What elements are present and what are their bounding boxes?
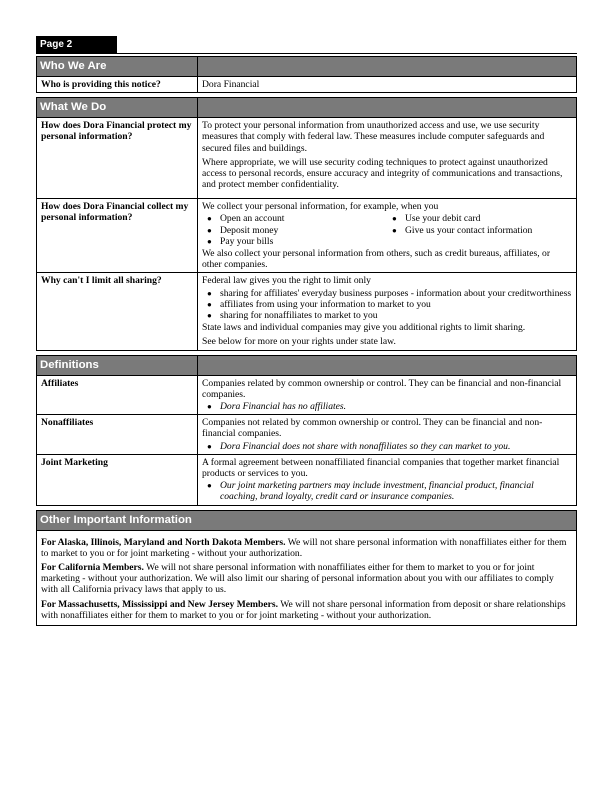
state-paragraph-ma-ms-nj: For Massachusetts, Mississippi and New Jersey Members. We will not share personal information from deposit or share relationships with nonaffiliates either for them to market to you or for joint marketing - without your authorization. (41, 598, 566, 621)
answer-text: Dora Financial (198, 77, 577, 93)
section-title: Other Important Information (37, 510, 577, 530)
notice-table (36, 56, 577, 626)
row-limit (37, 273, 577, 350)
collect-list-right (387, 213, 572, 247)
row-other-info (37, 530, 577, 625)
question-label: How does Dora Financial collect my personal information? (37, 199, 198, 273)
answer-paragraph: See below for more on your rights under state law. (202, 336, 396, 348)
top-rule (36, 53, 577, 54)
limit-list (202, 288, 572, 322)
answer-outro: We also collect your personal information from others, such as credit bureaus, affiliates, or other companies. (202, 248, 551, 271)
definition-note: ● Dora Financial does not share with nonaffiliates so they can market to you. (202, 441, 572, 452)
list-item: ● Deposit money (202, 225, 387, 236)
list-item: ● Use your debit card (387, 213, 572, 224)
definition-text: Companies not related by common ownership or control. They can be financial and non-financial companies. (202, 417, 543, 440)
answer-cell (198, 199, 577, 273)
definition-cell (198, 454, 577, 505)
state-paragraph-ak-il-md-nd: For Alaska, Illinois, Maryland and North Dakota Members. We will not share personal information with nonaffiliates either for them to market to you or for joint marketing - without your authorization. (41, 536, 567, 559)
term-label: Joint Marketing (37, 454, 198, 505)
privacy-notice-page (36, 56, 577, 626)
definition-note: ● Dora Financial has no affiliates. (202, 401, 572, 412)
row-who-provides (37, 77, 577, 93)
section-title: What We Do (37, 98, 198, 118)
answer-paragraph: To protect your personal information from unauthorized access and use, we use security measures that comply with federal law. These measures include computer safeguards and secured files and buildings. (202, 120, 545, 154)
other-info-cell (37, 530, 577, 625)
definition-text: Companies related by common ownership or control. They can be financial and non-financial companies. (202, 377, 562, 400)
term-label: Affiliates (37, 375, 198, 415)
term-label: Nonaffiliates (37, 415, 198, 455)
list-item: ● Pay your bills (202, 236, 387, 247)
row-affiliates (37, 375, 577, 415)
answer-cell (198, 118, 577, 199)
definition-text: A formal agreement between nonaffiliated financial companies that together market financial products or services to you. (202, 456, 560, 480)
section-header-definitions (37, 355, 577, 375)
definition-cell (198, 415, 577, 455)
collect-list (202, 213, 572, 247)
answer-cell (198, 273, 577, 350)
collect-list-left (202, 213, 387, 247)
list-item: ● Give us your contact information (387, 225, 572, 236)
answer-paragraph: Where appropriate, we will use security coding techniques to protect against unauthorized access to personal records, ensure accuracy and integrity of communications and transactions, and protect member confidentiality. (202, 156, 563, 191)
question-label: Who is providing this notice? (37, 77, 198, 93)
row-joint-marketing (37, 454, 577, 505)
row-nonaffiliates (37, 415, 577, 455)
question-label: How does Dora Financial protect my personal information? (37, 118, 198, 199)
section-title: Who We Are (37, 57, 198, 77)
definition-note: ● Our joint marketing partners may include investment, financial product, financial coaching, brand loyalty, credit card or insurance companies. (202, 480, 572, 502)
section-header-what-we-do (37, 98, 577, 118)
page-label: Page 2 (36, 36, 117, 54)
section-header-other-info (37, 510, 577, 530)
row-protect (37, 118, 577, 199)
answer-intro: We collect your personal information, for example, when you (202, 201, 439, 213)
definition-cell (198, 375, 577, 415)
question-label: Why can't I limit all sharing? (37, 273, 198, 350)
list-item: ● sharing for affiliates' everyday business purposes - information about your creditworthiness (202, 288, 572, 299)
section-title: Definitions (37, 355, 198, 375)
row-collect (37, 199, 577, 273)
list-item: ● sharing for nonaffiliates to market to you (202, 310, 572, 321)
section-header-who-we-are (37, 57, 577, 77)
answer-paragraph: State laws and individual companies may give you additional rights to limit sharing. (202, 322, 526, 334)
state-paragraph-ca: For California Members. We will not share personal information with nonaffiliates either for them to market to you or for joint marketing - without your authorization. We will also limit our sharing of personal information about you with our affiliates to comply with all California privacy laws that apply to us. (41, 562, 554, 596)
answer-intro: Federal law gives you the right to limit only (202, 275, 371, 287)
list-item: ● affiliates from using your information to market to you (202, 299, 572, 310)
list-item: ● Open an account (202, 213, 387, 224)
